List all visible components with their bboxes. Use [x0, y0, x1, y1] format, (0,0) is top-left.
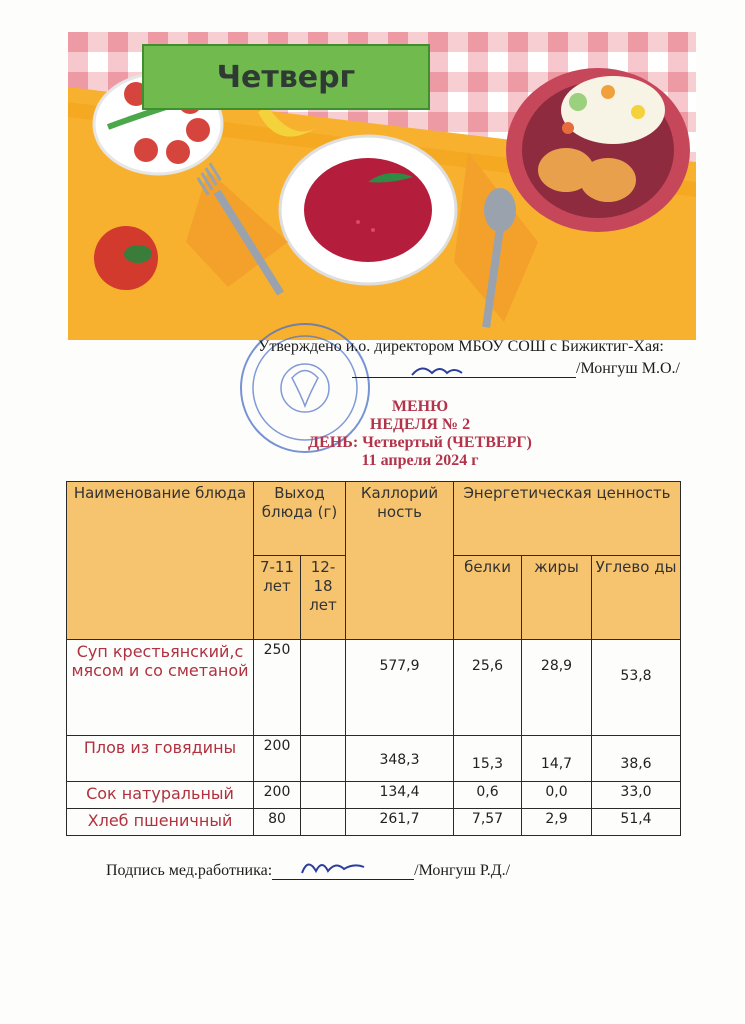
carbs: 51,4	[592, 809, 681, 836]
carbs: 53,8	[592, 640, 681, 736]
table-row	[67, 782, 681, 809]
calories: 261,7	[346, 809, 454, 836]
yield-7-11: 250	[254, 640, 301, 736]
medic-signature-icon	[272, 863, 414, 880]
header-yield: Выход блюда (г)	[254, 482, 346, 556]
fat: 0,0	[522, 782, 592, 809]
fat: 2,9	[522, 809, 592, 836]
director-name: /Монгуш М.О./	[576, 360, 680, 377]
dish-name: Сок натуральный	[67, 782, 254, 809]
table-row	[67, 736, 681, 782]
calories: 577,9	[346, 640, 454, 736]
fat: 28,9	[522, 640, 592, 736]
week-number: НЕДЕЛЯ № 2	[369, 416, 471, 433]
calories: 348,3	[346, 736, 454, 782]
yield-7-11: 200	[254, 782, 301, 809]
yield-12-18	[301, 736, 346, 782]
protein: 15,3	[454, 736, 522, 782]
calories: 134,4	[346, 782, 454, 809]
director-signature-line	[352, 360, 680, 378]
carbs: 33,0	[592, 782, 681, 809]
carbs: 38,6	[592, 736, 681, 782]
dish-name: Суп крестьянский,с мясом и со сметаной	[67, 640, 254, 736]
menu-date: 11 апреля 2024 г	[361, 452, 479, 469]
approval-text: Утверждено и.о. директором МБОУ СОШ с Бижиктиг-Хая:	[258, 338, 664, 355]
dish-name: Хлеб пшеничный	[67, 809, 254, 836]
protein: 25,6	[454, 640, 522, 736]
day-label: Четверг	[142, 44, 430, 110]
yield-12-18	[301, 640, 346, 736]
menu-title: МЕНЮ	[391, 398, 449, 415]
yield-12-18	[301, 782, 346, 809]
medic-signature-line	[106, 862, 510, 880]
director-signature-icon	[352, 361, 576, 378]
fat: 14,7	[522, 736, 592, 782]
dish-name: Плов из говядины	[67, 736, 254, 782]
header-protein: белки	[454, 556, 522, 640]
menu-table	[66, 481, 681, 836]
menu-title-block	[280, 398, 560, 470]
header-age-7-11: 7-11 лет	[254, 556, 301, 640]
day-name: ДЕНЬ: Четвертый (ЧЕТВЕРГ)	[308, 434, 532, 451]
table-row	[67, 640, 681, 736]
medic-signature-label: Подпись мед.работника:	[106, 862, 273, 879]
medic-name: /Монгуш Р.Д./	[414, 862, 511, 879]
header-carbs: Углево ды	[592, 556, 681, 640]
table-row	[67, 809, 681, 836]
yield-7-11: 200	[254, 736, 301, 782]
protein: 0,6	[454, 782, 522, 809]
header-fat: жиры	[522, 556, 592, 640]
yield-12-18	[301, 809, 346, 836]
header-energy: Энергетическая ценность	[454, 482, 681, 556]
yield-7-11: 80	[254, 809, 301, 836]
header-calories: Каллорий ность	[346, 482, 454, 640]
header-age-12-18: 12-18 лет	[301, 556, 346, 640]
header-dish: Наименование блюда	[67, 482, 254, 640]
protein: 7,57	[454, 809, 522, 836]
